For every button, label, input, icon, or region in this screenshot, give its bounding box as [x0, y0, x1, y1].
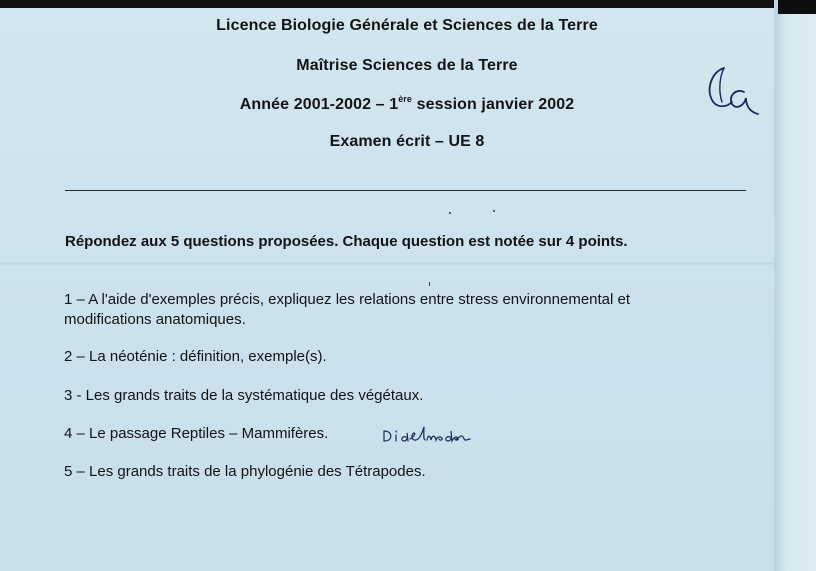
instructions: Répondez aux 5 questions proposées. Chaque question est notée sur 4 points. [65, 233, 628, 250]
header-session-date: session janvier 2002 [412, 96, 575, 113]
question-5: 5 – Les grands traits de la phylogénie des Tétrapodes. [64, 463, 426, 480]
question-4: 4 – Le passage Reptiles – Mammifères. [64, 425, 329, 442]
speck-dot [449, 212, 451, 214]
header-divider [65, 190, 746, 191]
handwritten-note [380, 423, 472, 447]
header-exam-title: Examen écrit – UE 8 [329, 133, 485, 150]
header-session-superscript: ère [398, 94, 413, 104]
paper-fold [0, 262, 774, 265]
header-program: Licence Biologie Générale et Sciences de la Terre [216, 17, 598, 34]
question-1-line-2: modifications anatomiques. [64, 311, 246, 328]
header-session-year: Année 2001-2002 – 1 [239, 96, 399, 113]
question-2: 2 – La néoténie : définition, exemple(s). [64, 348, 327, 365]
header-degree: Maîtrise Sciences de la Terre [296, 57, 518, 74]
scan-top-border [0, 0, 816, 8]
paper-right-edge [774, 0, 816, 571]
question-3: 3 - Les grands traits de la systématique des végétaux. [64, 387, 424, 404]
header-session [20, 94, 794, 114]
scan-corner-shadow [778, 0, 816, 14]
speck-dot [429, 282, 430, 286]
question-1-line-1: 1 – A l'aide d'exemples précis, expliquez les relations entre stress environnemental et [64, 291, 631, 308]
speck-dot [493, 210, 495, 212]
question-1 [64, 290, 630, 330]
handwritten-initials [700, 62, 762, 120]
